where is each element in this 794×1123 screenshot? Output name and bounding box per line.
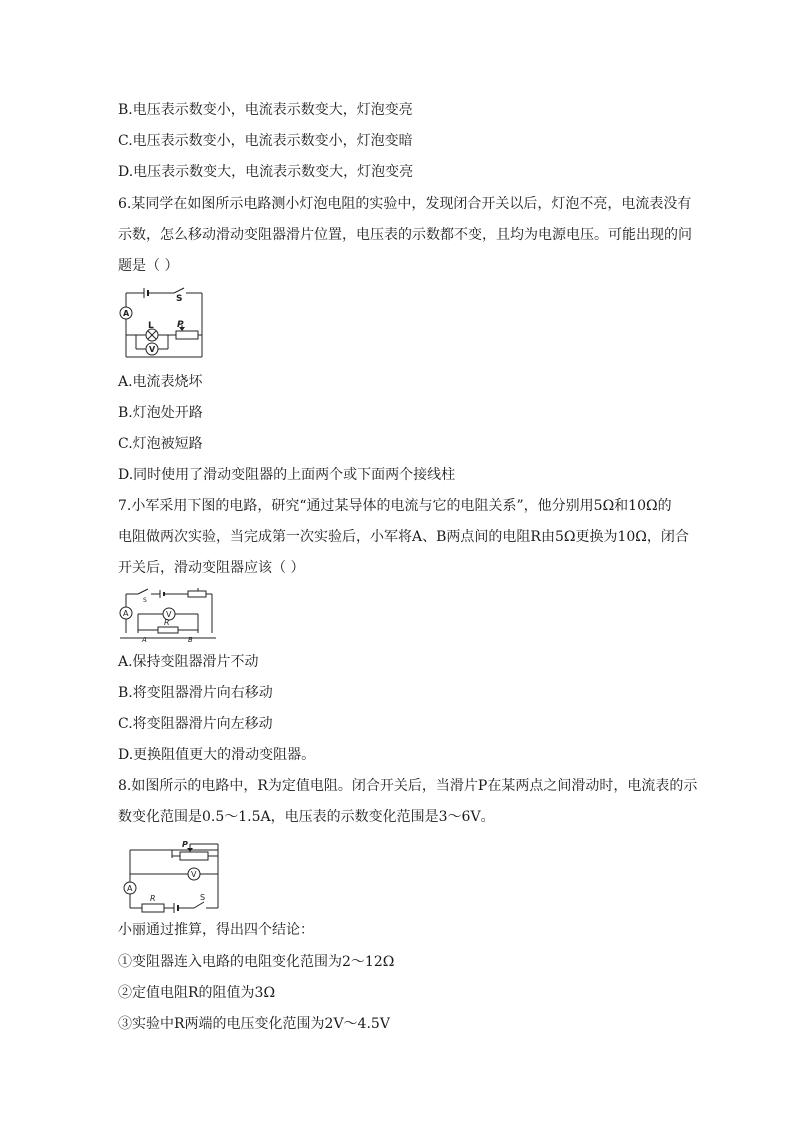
svg-text:S: S bbox=[200, 893, 206, 902]
svg-text:V: V bbox=[166, 610, 172, 619]
q7-stem-line-2: 电阻做两次实验，当完成第一次实验后，小军将A、B两点间的电阻R由5Ω更换为10Ω，闭合 bbox=[118, 529, 689, 545]
q8-conclusion-2: ②定值电阻R的阻值为3Ω bbox=[118, 985, 276, 1001]
q7-stem-line-3: 开关后，滑动变阻器应该（ ） bbox=[118, 560, 305, 576]
q6-option-d: D.同时使用了滑动变阻器的上面两个或下面两个接线柱 bbox=[118, 467, 456, 483]
q5-option-c: C.电压表示数变小，电流表示数变小，灯泡变暗 bbox=[118, 133, 413, 149]
q6-stem-line-3: 题是（ ） bbox=[118, 258, 179, 274]
q8-intro: 小丽通过推算，得出四个结论： bbox=[118, 922, 314, 938]
q6-option-a: A.电流表烧坏 bbox=[118, 374, 203, 390]
svg-text:P: P bbox=[182, 840, 188, 849]
q7-option-b: B.将变阻器滑片向右移动 bbox=[118, 685, 273, 701]
svg-text:V: V bbox=[149, 345, 156, 354]
q6-option-c: C.灯泡被短路 bbox=[118, 436, 203, 452]
q8-stem-line-1: 8.如图所示的电路中，R为定值电阻。闭合开关后，当滑片P在某两点之间滑动时，电流表的示 bbox=[118, 778, 698, 794]
q7-stem-line-1: 7.小军采用下图的电路，研究“通过某导体的电流与它的电阻关系”，他分别用5Ω和10Ω的 bbox=[118, 498, 672, 514]
q7-circuit-diagram bbox=[118, 588, 218, 642]
q8-conclusion-1: ①变阻器连入电路的电阻变化范围为2～12Ω bbox=[118, 954, 395, 970]
q6-circuit-diagram bbox=[118, 285, 208, 361]
q8-stem-line-2: 数变化范围是0.5～1.5A，电压表的示数变化范围是3～6V。 bbox=[118, 809, 495, 825]
svg-text:B: B bbox=[188, 636, 193, 642]
svg-text:S: S bbox=[176, 294, 183, 304]
q6-stem-line-2: 示数，怎么移动滑动变阻器滑片位置，电压表的示数都不变，且均为电源电压。可能出现的问 bbox=[118, 227, 692, 243]
svg-text:S: S bbox=[143, 597, 147, 604]
q7-option-d: D.更换阻值更大的滑动变阻器。 bbox=[118, 747, 316, 763]
q5-option-b: B.电压表示数变小，电流表示数变大，灯泡变亮 bbox=[118, 102, 413, 118]
q6-option-b: B.灯泡处开路 bbox=[118, 405, 203, 421]
svg-text:L: L bbox=[148, 321, 154, 331]
svg-text:A: A bbox=[123, 609, 129, 618]
q8-circuit-diagram bbox=[118, 838, 226, 914]
svg-text:V: V bbox=[191, 870, 197, 879]
q7-option-a: A.保持变阻器滑片不动 bbox=[118, 654, 259, 670]
svg-text:A: A bbox=[123, 309, 130, 318]
q8-conclusion-3: ③实验中R两端的电压变化范围为2V～4.5V bbox=[118, 1016, 390, 1032]
svg-text:P: P bbox=[177, 320, 184, 330]
svg-text:A: A bbox=[127, 884, 133, 893]
q7-option-c: C.将变阻器滑片向左移动 bbox=[118, 716, 273, 732]
q5-option-d: D.电压表示数变大，电流表示数变大，灯泡变亮 bbox=[118, 164, 414, 180]
svg-text:R: R bbox=[150, 894, 156, 903]
q6-stem-line-1: 6.某同学在如图所示电路测小灯泡电阻的实验中，发现闭合开关以后，灯泡不亮，电流表没有 bbox=[118, 196, 692, 212]
svg-text:R: R bbox=[164, 618, 170, 627]
svg-text:A: A bbox=[142, 636, 147, 642]
